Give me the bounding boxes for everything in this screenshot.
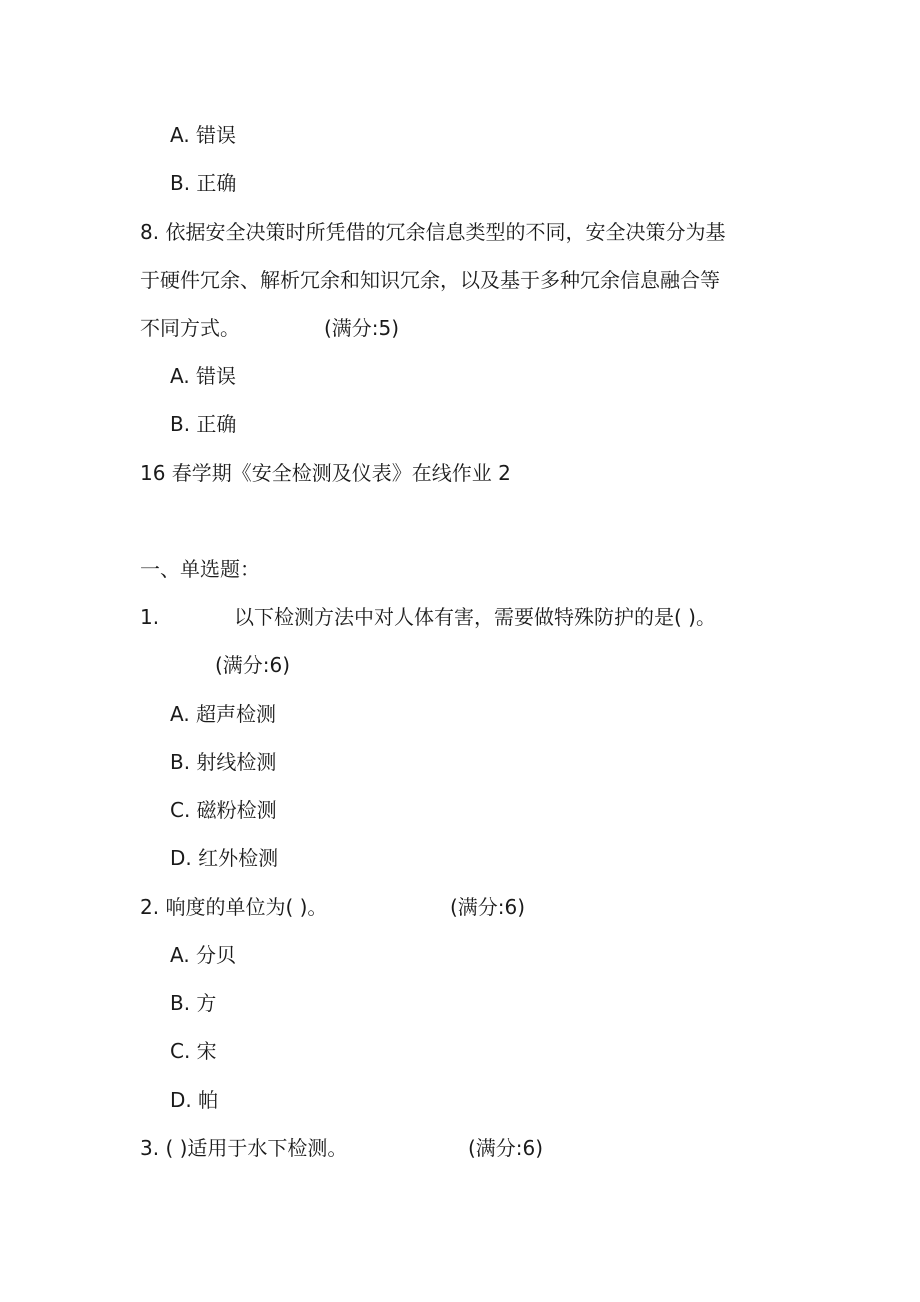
q8-option-a: A. 错误 [170, 364, 237, 388]
q3-line [140, 1134, 544, 1162]
q1-option-d: D. 红外检测 [170, 846, 279, 870]
q8-line-2: 于硬件冗余、解析冗余和知识冗余，以及基于多种冗余信息融合等 [140, 268, 720, 292]
q2-text: 2. 响度的单位为( )。 [140, 895, 328, 919]
q7-option-a: A. 错误 [170, 123, 237, 147]
q8-line-1: 8. 依据安全决策时所凭借的冗余信息类型的不同，安全决策分为基 [140, 220, 726, 244]
q2-option-d: D. 帕 [170, 1088, 219, 1112]
q2-line [140, 893, 526, 921]
q1-line-1 [140, 603, 716, 631]
q2-score: (满分:6) [450, 895, 526, 919]
q8-text-end: 不同方式。 [140, 316, 240, 340]
q1-number: 1. [140, 605, 160, 629]
q3-score: (满分:6) [468, 1136, 544, 1160]
q1-score: (满分:6) [215, 653, 291, 677]
q1-option-a: A. 超声检测 [170, 702, 277, 726]
q3-text: 3. ( )适用于水下检测。 [140, 1136, 348, 1160]
q1-text: 以下检测方法中对人体有害，需要做特殊防护的是( )。 [234, 605, 716, 629]
q1-option-c: C. 磁粉检测 [170, 798, 277, 822]
q8-score: (满分:5) [324, 316, 400, 340]
q2-option-c: C. 宋 [170, 1039, 217, 1063]
part-heading: 一、单选题： [140, 557, 260, 581]
q7-option-b: B. 正确 [170, 171, 237, 195]
q1-option-b: B. 射线检测 [170, 750, 277, 774]
q8-option-b: B. 正确 [170, 412, 237, 436]
section-title: 16 春学期《安全检测及仪表》在线作业 2 [140, 461, 511, 485]
q8-line-3 [140, 314, 400, 342]
q2-option-a: A. 分贝 [170, 943, 237, 967]
q2-option-b: B. 方 [170, 991, 217, 1015]
